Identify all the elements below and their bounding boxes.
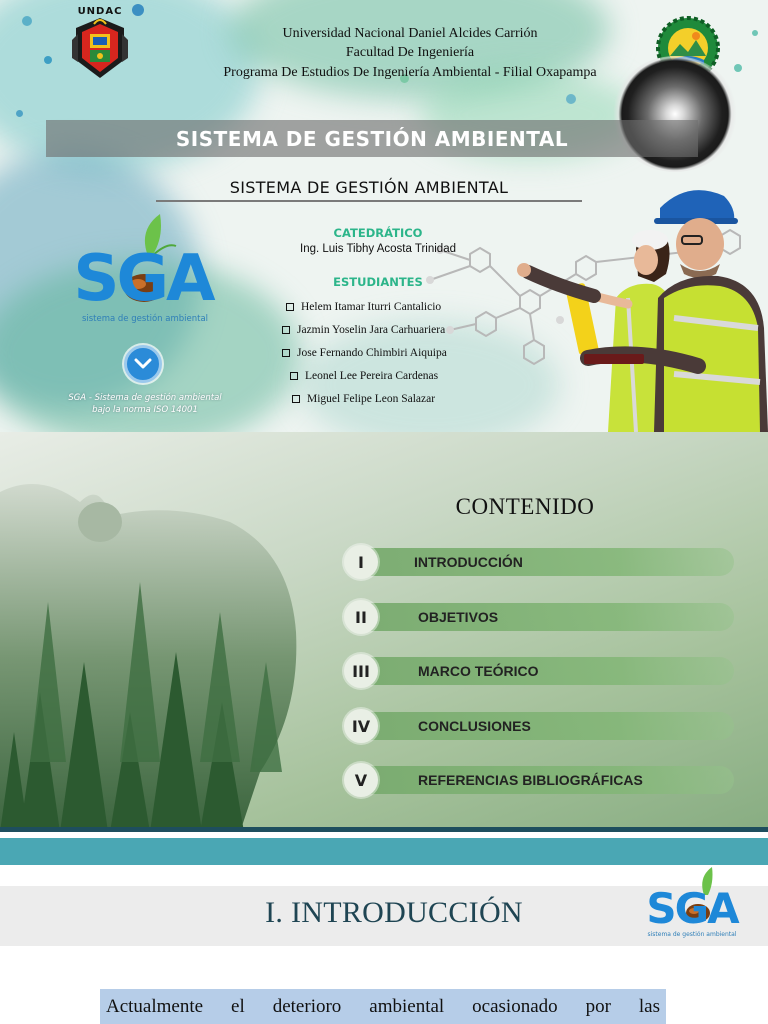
toc-label: INTRODUCCIÓN xyxy=(414,554,523,570)
sga-caption-line: SGA - Sistema de gestión ambiental xyxy=(68,393,222,403)
toc-numeral: II xyxy=(344,600,378,634)
sga-logo xyxy=(68,210,228,330)
teacher-heading: CATEDRÁTICO xyxy=(333,226,423,240)
paint-dot xyxy=(752,30,758,36)
list-item xyxy=(282,341,476,364)
slide-subtitle: SISTEMA DE GESTIÓN AMBIENTAL xyxy=(229,178,509,197)
toc-numeral: III xyxy=(344,654,378,688)
toc-item-marco-teorico[interactable] xyxy=(342,657,734,685)
paint-dot xyxy=(44,56,52,64)
student-name: Jazmin Yoselin Jara Carhuariera xyxy=(297,323,446,336)
university-name: Universidad Nacional Daniel Alcides Carrión xyxy=(282,26,538,41)
students-list xyxy=(276,295,476,410)
student-name: Helem Itamar Iturri Cantalicio xyxy=(301,300,442,313)
undac-crest-icon xyxy=(68,10,132,82)
sga-logo-subtitle: sistema de gestión ambiental xyxy=(81,314,209,324)
toc-bar xyxy=(354,712,734,740)
program-name: Programa De Estudios De Ingeniería Ambiental - Filial Oxapampa xyxy=(223,65,597,80)
paint-dot xyxy=(16,110,23,117)
contents-slide xyxy=(0,432,768,832)
sga-logo-text: SGA xyxy=(646,884,738,933)
title-slide xyxy=(0,0,768,432)
intro-paragraph xyxy=(100,989,666,1024)
paint-dot xyxy=(132,4,144,16)
students-heading: ESTUDIANTES xyxy=(333,275,423,289)
student-name: Leonel Lee Pereira Cardenas xyxy=(305,369,439,382)
undac-logo-text: UNDAC xyxy=(77,6,123,17)
checkbox-bullet-icon xyxy=(282,349,290,357)
slide-bottom-border xyxy=(0,827,768,832)
paint-dot xyxy=(734,64,742,72)
toc-item-introduccion[interactable] xyxy=(342,548,734,576)
scroll-down-button[interactable] xyxy=(124,345,162,383)
toc-bar xyxy=(354,657,734,685)
contents-heading: CONTENIDO xyxy=(455,494,595,519)
toc-item-referencias[interactable] xyxy=(342,766,734,794)
toc-item-conclusiones[interactable] xyxy=(342,712,734,740)
toc-item-objetivos[interactable] xyxy=(342,603,734,631)
faculty-name: Facultad De Ingeniería xyxy=(345,45,475,60)
list-item xyxy=(290,364,476,387)
list-item xyxy=(286,295,476,318)
checkbox-bullet-icon xyxy=(282,326,290,334)
toc-label: REFERENCIAS BIBLIOGRÁFICAS xyxy=(418,772,643,788)
toc-bar xyxy=(354,548,734,576)
toc-bar xyxy=(354,603,734,631)
sga-logo-text: SGA xyxy=(73,242,213,316)
introduction-slide xyxy=(0,865,768,1024)
engineers-illustration xyxy=(468,178,768,432)
student-name: Jose Fernando Chimbiri Aiquipa xyxy=(297,346,447,359)
toc-numeral: V xyxy=(344,763,378,797)
checkbox-bullet-icon xyxy=(290,372,298,380)
separator-band xyxy=(0,838,768,865)
section-title: I. INTRODUCCIÓN xyxy=(265,896,523,929)
paint-dot xyxy=(566,94,576,104)
sga-caption xyxy=(40,392,250,416)
checkbox-bullet-icon xyxy=(292,395,300,403)
toc-label: MARCO TEÓRICO xyxy=(418,663,539,679)
paint-dot xyxy=(22,16,32,26)
title-band xyxy=(46,120,698,157)
chevron-down-icon xyxy=(134,358,152,370)
toc-label: CONCLUSIONES xyxy=(418,718,531,734)
list-item xyxy=(292,387,476,410)
toc-label: OBJETIVOS xyxy=(418,609,499,625)
sga-logo-small xyxy=(636,865,748,945)
title-band-text: SISTEMA DE GESTIÓN AMBIENTAL xyxy=(175,126,569,151)
teacher-name: Ing. Luis Tibhy Acosta Trinidad xyxy=(300,243,456,255)
toc-numeral: IV xyxy=(344,709,378,743)
checkbox-bullet-icon xyxy=(286,303,294,311)
list-item xyxy=(282,318,476,341)
toc-numeral: I xyxy=(344,545,378,579)
sga-logo-subtitle: sistema de gestión ambiental xyxy=(647,931,737,938)
student-name: Miguel Felipe Leon Salazar xyxy=(307,392,436,405)
intro-paragraph-text: Actualmente el deterioro ambiental ocasionado por las xyxy=(106,996,660,1017)
forest-bear-illustration xyxy=(0,432,320,832)
sga-caption-line: bajo la norma ISO 14001 xyxy=(92,405,198,415)
